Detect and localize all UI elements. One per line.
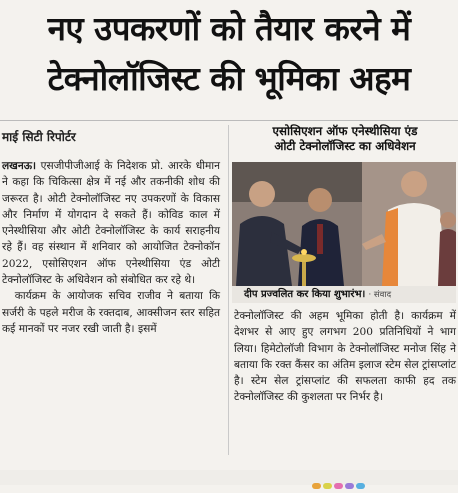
left-paragraph-1-text: एसजीपीजीआई के निदेशक प्रो. आरके धीमान ने कहा कि चिकित्सा क्षेत्र में नई और तकनीकी शोध की जरूरत है। ओटी टेक्नोलॉजिस्ट नए उपकरणों के विकास और निर्माण में योगदान दे सकते हैं। कोविड काल में एनेस्थीसिया और ओटी टेक्नोलॉजिस्ट के कार्य सराहनीय रहे हैं। वह संस्थान में शनिवार को आयोजित टेक्नोकॉन 2022, एसोसिएशन ऑफ एनेस्थीसिया एंड ओटी टेक्नोलॉजिस्ट के अधिवेशन को संबोधित कर रहे थे। [2,160,220,287]
left-paragraph-2: कार्यक्रम के आयोजक सचिव राजीव ने बताया कि सर्जरी के पहले मरीज के रक्तदाब, आक्सीजन स्तर सहित कई मानकों पर नजर रखी जाती है। इसमें [2,290,220,335]
box-heading-line-1: एसोसिएशन ऑफ एनेस्थीसिया एंड [272,124,418,138]
dot-3 [334,483,343,489]
byline: माई सिटी रिपोर्टर [2,130,76,144]
dateline: लखनऊ। [2,160,37,172]
headline-line-1: नए उपकरणों को तैयार करने में [47,9,411,48]
photo-caption-text: दीप प्रज्वलित कर किया शुभारंभ। [244,289,366,300]
top-divider [0,120,458,121]
dot-5 [356,483,365,489]
event-photo-illustration [232,162,456,286]
box-heading [234,124,456,154]
box-heading-line-2: ओटी टेक्नोलॉजिस्ट का अधिवेशन [274,139,416,153]
photo-caption [232,286,456,303]
bottom-strip [0,470,458,485]
left-paragraph-1 [2,158,220,288]
event-photo [232,162,456,286]
decorative-dots [312,474,367,493]
right-paragraph-1: टेक्नोलॉजिस्ट की अहम भूमिका होती है। कार्यक्रम में देशभर से आए हुए लगभग 200 प्रतिनिधियों ने भाग लिया। हिमेटोलॉजी विभाग के टेक्नोलॉजिस्ट मनोज सिंह ने बताया कि रक्त कैंसर का अंतिम इलाज स्टेम सेल ट्रांसप्लांट है। स्टेम सेल ट्रांसप्लांट की सफलता काफी हद तक टेक्नोलॉजिस्ट की कुशलता पर निर्भर है। [234,310,456,404]
photo-credit-text: संवाद [373,290,392,300]
dot-1 [312,483,321,489]
column-divider [228,125,229,455]
headline [0,4,458,104]
dot-4 [345,483,354,489]
photo-credit: · संवाद [368,290,392,300]
article-right-column [234,308,456,406]
dot-2 [323,483,332,489]
article-left-column [2,158,220,337]
headline-line-2: टेक्नोलॉजिस्ट की भूमिका अहम [47,59,411,98]
